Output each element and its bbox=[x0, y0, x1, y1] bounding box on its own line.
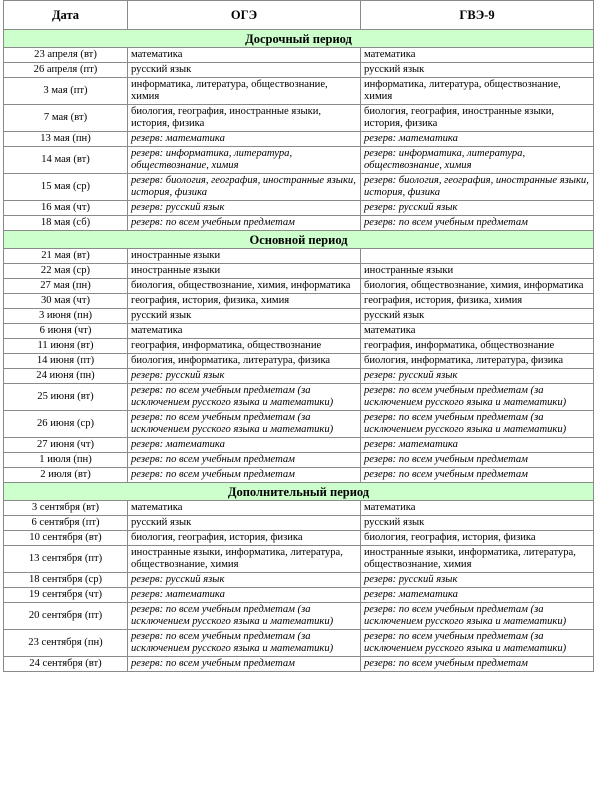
section-title: Досрочный период bbox=[4, 30, 594, 48]
gve-subjects-cell: резерв: по всем учебным предметам (за исключением русского языка и математики) bbox=[361, 630, 594, 657]
gve-subjects-cell: математика bbox=[361, 501, 594, 516]
gve-subjects-cell: резерв: по всем учебным предметам bbox=[361, 468, 594, 483]
header-date: Дата bbox=[4, 1, 128, 30]
oge-subjects-cell: резерв: по всем учебным предметам (за исключением русского языка и математики) bbox=[128, 603, 361, 630]
oge-subjects-cell: иностранные языки, информатика, литература, обществознание, химия bbox=[128, 546, 361, 573]
exam-date-cell: 25 июня (вт) bbox=[4, 384, 128, 411]
table-row bbox=[4, 501, 594, 516]
exam-date-cell: 15 мая (ср) bbox=[4, 174, 128, 201]
table-row bbox=[4, 354, 594, 369]
oge-subjects-cell: резерв: по всем учебным предметам (за исключением русского языка и математики) bbox=[128, 630, 361, 657]
section-header-row bbox=[4, 30, 594, 48]
exam-date-cell: 22 мая (ср) bbox=[4, 264, 128, 279]
oge-subjects-cell: резерв: математика bbox=[128, 438, 361, 453]
gve-subjects-cell: русский язык bbox=[361, 309, 594, 324]
table-row bbox=[4, 438, 594, 453]
oge-subjects-cell: иностранные языки bbox=[128, 249, 361, 264]
table-body bbox=[4, 30, 594, 672]
exam-date-cell: 6 июня (чт) bbox=[4, 324, 128, 339]
gve-subjects-cell: резерв: информатика, литература, обществознание, химия bbox=[361, 147, 594, 174]
exam-date-cell: 3 июня (пн) bbox=[4, 309, 128, 324]
table-row bbox=[4, 174, 594, 201]
exam-date-cell: 6 сентября (пт) bbox=[4, 516, 128, 531]
table-row bbox=[4, 132, 594, 147]
exam-date-cell: 30 мая (чт) bbox=[4, 294, 128, 309]
gve-subjects-cell: математика bbox=[361, 324, 594, 339]
exam-date-cell: 7 мая (вт) bbox=[4, 105, 128, 132]
exam-date-cell: 2 июля (вт) bbox=[4, 468, 128, 483]
gve-subjects-cell: биология, география, иностранные языки, история, физика bbox=[361, 105, 594, 132]
oge-subjects-cell: резерв: русский язык bbox=[128, 573, 361, 588]
gve-subjects-cell: информатика, литература, обществознание, химия bbox=[361, 78, 594, 105]
exam-date-cell: 14 мая (вт) bbox=[4, 147, 128, 174]
table-row bbox=[4, 603, 594, 630]
header-oge: ОГЭ bbox=[128, 1, 361, 30]
table-row bbox=[4, 309, 594, 324]
exam-date-cell: 14 июня (пт) bbox=[4, 354, 128, 369]
exam-date-cell: 27 июня (чт) bbox=[4, 438, 128, 453]
oge-subjects-cell: резерв: русский язык bbox=[128, 201, 361, 216]
table-row bbox=[4, 324, 594, 339]
oge-subjects-cell: резерв: по всем учебным предметам bbox=[128, 453, 361, 468]
oge-subjects-cell: математика bbox=[128, 48, 361, 63]
gve-subjects-cell: резерв: по всем учебным предметам (за исключением русского языка и математики) bbox=[361, 384, 594, 411]
gve-subjects-cell: русский язык bbox=[361, 63, 594, 78]
oge-subjects-cell: резерв: биология, география, иностранные языки, история, физика bbox=[128, 174, 361, 201]
gve-subjects-cell: резерв: русский язык bbox=[361, 573, 594, 588]
oge-subjects-cell: математика bbox=[128, 501, 361, 516]
oge-subjects-cell: резерв: математика bbox=[128, 588, 361, 603]
gve-subjects-cell: резерв: математика bbox=[361, 588, 594, 603]
table-row bbox=[4, 546, 594, 573]
table-row bbox=[4, 369, 594, 384]
table-row bbox=[4, 78, 594, 105]
exam-date-cell: 21 мая (вт) bbox=[4, 249, 128, 264]
table-row bbox=[4, 384, 594, 411]
oge-subjects-cell: резерв: русский язык bbox=[128, 369, 361, 384]
table-row bbox=[4, 573, 594, 588]
exam-date-cell: 16 мая (чт) bbox=[4, 201, 128, 216]
exam-date-cell: 18 мая (сб) bbox=[4, 216, 128, 231]
section-header-row bbox=[4, 231, 594, 249]
gve-subjects-cell: резерв: русский язык bbox=[361, 201, 594, 216]
gve-subjects-cell: резерв: математика bbox=[361, 438, 594, 453]
table-row bbox=[4, 411, 594, 438]
table-row bbox=[4, 63, 594, 78]
oge-subjects-cell: резерв: информатика, литература, обществознание, химия bbox=[128, 147, 361, 174]
exam-date-cell: 20 сентября (пт) bbox=[4, 603, 128, 630]
oge-subjects-cell: математика bbox=[128, 324, 361, 339]
oge-subjects-cell: география, история, физика, химия bbox=[128, 294, 361, 309]
table-row bbox=[4, 216, 594, 231]
gve-subjects-cell: резерв: русский язык bbox=[361, 369, 594, 384]
table-row bbox=[4, 147, 594, 174]
oge-subjects-cell: информатика, литература, обществознание, химия bbox=[128, 78, 361, 105]
section-title: Основной период bbox=[4, 231, 594, 249]
gve-subjects-cell: иностранные языки, информатика, литература, обществознание, химия bbox=[361, 546, 594, 573]
exam-date-cell: 1 июля (пн) bbox=[4, 453, 128, 468]
exam-date-cell: 24 июня (пн) bbox=[4, 369, 128, 384]
oge-subjects-cell: резерв: по всем учебным предметам (за исключением русского языка и математики) bbox=[128, 384, 361, 411]
oge-subjects-cell: биология, информатика, литература, физика bbox=[128, 354, 361, 369]
exam-date-cell: 18 сентября (ср) bbox=[4, 573, 128, 588]
table-header-row bbox=[4, 1, 594, 30]
gve-subjects-cell: география, история, физика, химия bbox=[361, 294, 594, 309]
exam-date-cell: 26 июня (ср) bbox=[4, 411, 128, 438]
oge-subjects-cell: резерв: математика bbox=[128, 132, 361, 147]
oge-subjects-cell: русский язык bbox=[128, 516, 361, 531]
table-row bbox=[4, 264, 594, 279]
gve-subjects-cell: резерв: по всем учебным предметам (за исключением русского языка и математики) bbox=[361, 603, 594, 630]
gve-subjects-cell: резерв: биология, география, иностранные языки, история, физика bbox=[361, 174, 594, 201]
oge-subjects-cell: русский язык bbox=[128, 63, 361, 78]
exam-date-cell: 13 сентября (пт) bbox=[4, 546, 128, 573]
table-row bbox=[4, 588, 594, 603]
table-row bbox=[4, 294, 594, 309]
gve-subjects-cell bbox=[361, 249, 594, 264]
oge-subjects-cell: русский язык bbox=[128, 309, 361, 324]
oge-subjects-cell: иностранные языки bbox=[128, 264, 361, 279]
oge-subjects-cell: биология, география, история, физика bbox=[128, 531, 361, 546]
gve-subjects-cell: биология, география, история, физика bbox=[361, 531, 594, 546]
table-row bbox=[4, 468, 594, 483]
exam-date-cell: 23 сентября (пн) bbox=[4, 630, 128, 657]
gve-subjects-cell: русский язык bbox=[361, 516, 594, 531]
gve-subjects-cell: резерв: математика bbox=[361, 132, 594, 147]
gve-subjects-cell: резерв: по всем учебным предметам bbox=[361, 216, 594, 231]
gve-subjects-cell: биология, информатика, литература, физика bbox=[361, 354, 594, 369]
table-row bbox=[4, 339, 594, 354]
gve-subjects-cell: резерв: по всем учебным предметам bbox=[361, 453, 594, 468]
exam-date-cell: 13 мая (пн) bbox=[4, 132, 128, 147]
gve-subjects-cell: иностранные языки bbox=[361, 264, 594, 279]
table-row bbox=[4, 657, 594, 672]
table-row bbox=[4, 516, 594, 531]
oge-subjects-cell: резерв: по всем учебным предметам bbox=[128, 216, 361, 231]
table-row bbox=[4, 105, 594, 132]
exam-date-cell: 19 сентября (чт) bbox=[4, 588, 128, 603]
exam-date-cell: 23 апреля (вт) bbox=[4, 48, 128, 63]
exam-schedule-table bbox=[3, 0, 594, 672]
oge-subjects-cell: резерв: по всем учебным предметам bbox=[128, 657, 361, 672]
table-row bbox=[4, 531, 594, 546]
exam-date-cell: 11 июня (вт) bbox=[4, 339, 128, 354]
table-row bbox=[4, 201, 594, 216]
gve-subjects-cell: география, информатика, обществознание bbox=[361, 339, 594, 354]
gve-subjects-cell: математика bbox=[361, 48, 594, 63]
header-gve: ГВЭ-9 bbox=[361, 1, 594, 30]
oge-subjects-cell: биология, география, иностранные языки, история, физика bbox=[128, 105, 361, 132]
oge-subjects-cell: резерв: по всем учебным предметам (за исключением русского языка и математики) bbox=[128, 411, 361, 438]
table-row bbox=[4, 249, 594, 264]
exam-date-cell: 26 апреля (пт) bbox=[4, 63, 128, 78]
gve-subjects-cell: биология, обществознание, химия, информатика bbox=[361, 279, 594, 294]
table-row bbox=[4, 48, 594, 63]
gve-subjects-cell: резерв: по всем учебным предметам bbox=[361, 657, 594, 672]
table-row bbox=[4, 630, 594, 657]
section-title: Дополнительный период bbox=[4, 483, 594, 501]
section-header-row bbox=[4, 483, 594, 501]
exam-date-cell: 3 мая (пт) bbox=[4, 78, 128, 105]
oge-subjects-cell: биология, обществознание, химия, информатика bbox=[128, 279, 361, 294]
exam-date-cell: 3 сентября (вт) bbox=[4, 501, 128, 516]
gve-subjects-cell: резерв: по всем учебным предметам (за исключением русского языка и математики) bbox=[361, 411, 594, 438]
oge-subjects-cell: география, информатика, обществознание bbox=[128, 339, 361, 354]
exam-date-cell: 24 сентября (вт) bbox=[4, 657, 128, 672]
oge-subjects-cell: резерв: по всем учебным предметам bbox=[128, 468, 361, 483]
table-row bbox=[4, 453, 594, 468]
exam-date-cell: 27 мая (пн) bbox=[4, 279, 128, 294]
table-row bbox=[4, 279, 594, 294]
exam-date-cell: 10 сентября (вт) bbox=[4, 531, 128, 546]
